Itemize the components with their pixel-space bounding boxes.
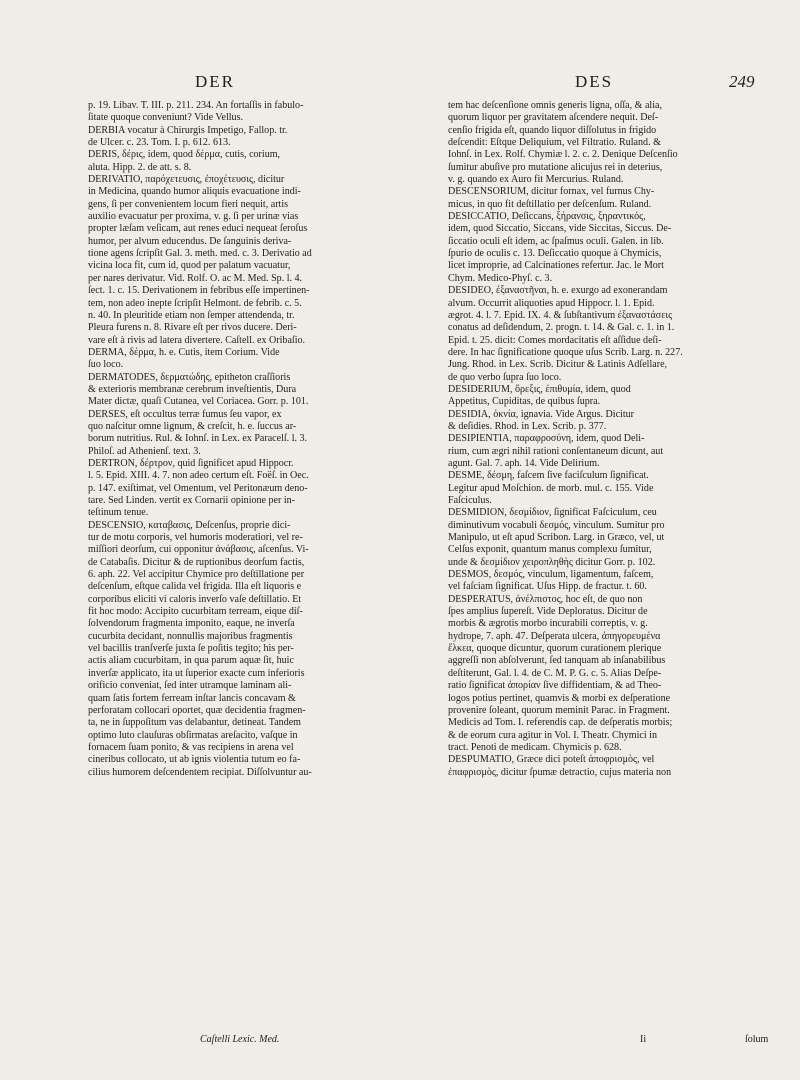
text-line: DESME, δέσμη, faſcem ſive faciſculum ſignificat.: [448, 470, 649, 482]
text-line: DESMOS, δεσμός, vinculum, ligamentum, faſcem,: [448, 569, 654, 581]
text-line: deſtiterunt, Gal. l. 4. de C. M. P. G. c. 5. Alias Deſpe-: [448, 667, 662, 679]
text-line: gens, ſi per convenientem locum fieri nequit, artis: [88, 198, 289, 210]
text-line: de quo verbo ſupra ſuo loco.: [448, 371, 562, 383]
running-head-left: DER: [195, 72, 235, 91]
text-line: aggreſſi non abſolverunt, ſed tanquam ab inſanabilibus: [448, 655, 666, 667]
text-line: ἕλκεα, quoque dicuntur, quorum curationem plerique: [448, 643, 662, 655]
text-line: teſtinum tenue.: [88, 507, 149, 519]
text-line: auxilio evacuatur per proxima, v. g. ſi per urinæ vias: [88, 211, 299, 223]
text-line: DERSES, eſt occultus terræ fumus ſeu vapor, ex: [88, 408, 282, 420]
text-line: ſpes amplius ſupereſt. Vide Deploratus. Dicitur de: [448, 606, 648, 618]
text-line: Iohnſ. in Lex. Rolf. Chymiæ l. 2. c. 2. Denique Deſcenſio: [448, 149, 678, 161]
text-line: ſect. 1. c. 15. Derivationem in febribus eſſe impertinen-: [88, 285, 310, 297]
text-line: logos potius pertinet, quamvis & morbi ex deſperatione: [448, 692, 671, 704]
text-line: vare eſt à rivis ad latera divertere. Caſtell. ex Oribaſio.: [88, 334, 306, 346]
text-line: cenſio frigida eſt, quando liquor diſſolutus in frigido: [448, 124, 657, 136]
text-line: unde & δεσμίδιον χειροπληθὴς dicitur Gorr. p. 102.: [448, 556, 656, 568]
text-line: ſitate quoque conveniunt? Vide Vellus.: [88, 112, 244, 124]
text-line: tem hac deſcenſione omnis generis ligna, oſſa, & alia,: [448, 100, 662, 111]
left-column: [88, 100, 438, 779]
text-line: l. 5. Epid. XIII. 4. 7. non adeo certum eſt. Foëſ. in Oec.: [88, 470, 309, 482]
text-line: in Medicina, quando humor aliquis evacuatione indi-: [88, 186, 301, 198]
text-line: & deſidies. Rhod. in Lex. Scrib. p. 377.: [448, 420, 607, 432]
text-line: Appetitus, Cupiditas, de quibus ſupra.: [448, 396, 601, 408]
text-line: per nares derivatur. Vid. Rolf. O. ac M. Med. Sp. l. 4.: [88, 272, 303, 284]
text-line: Epid. t. 25. dicit: Comes mordacitatis eſt aſſidue deſi-: [448, 334, 662, 346]
text-line: fit hoc modo: Accipito cucurbitam terream, eique diſ-: [88, 606, 303, 618]
text-line: licet improprie, ad Calcinationes refertur. Jac. le Mort: [448, 260, 664, 272]
text-line: dere. In hac ſignificatione quoque uſus Scrib. Larg. n. 227.: [448, 346, 683, 358]
text-line: humor, per alvum educendus. De ſanguinis deriva-: [88, 235, 292, 247]
text-line: quorum liquor per gravitatem aſcendere nequit. Deſ-: [448, 112, 659, 124]
text-line: cucurbita decidant, nonnullis majoribus fragmentis: [88, 630, 293, 642]
page-number: 249: [729, 72, 755, 91]
text-line: DERIS, δέρις, idem, quod δέρμα, cutis, corium,: [88, 149, 281, 161]
text-line: optimo luto clauſuras obſirmatas areſacito, vaſque in: [88, 729, 298, 741]
text-line: ſiccatio oculi eſt idem, ac ſpaſmus oculi. Galen. in lib.: [448, 235, 664, 247]
text-line: deſcendit: Eſtque Deliquium, vel Filtratio. Ruland. &: [448, 137, 661, 149]
text-line: DERBIA vocatur à Chirurgis Impetigo, Fallop. tr.: [88, 124, 288, 136]
text-line: Pleura furens n. 8. Rivare eſt per rivos ducere. Deri-: [88, 322, 297, 334]
text-line: borum nutritius. Rul. & Iohnſ. in Lex. ex Paracelſ. l. 3.: [88, 433, 308, 445]
text-line: Chym. Medico-Phyſ. c. 3.: [448, 272, 553, 284]
right-column: [448, 100, 798, 779]
text-line: DESCENSIO, καταβασις, Deſcenſus, proprie dici-: [88, 519, 291, 531]
text-line: Celſus exponit, quantum manus complexu ſumitur,: [448, 544, 652, 556]
text-line: tur de motu corporis, vel humoris moderatiori, vel re-: [88, 532, 303, 544]
text-line: Faſciculus.: [448, 495, 492, 506]
catchline-left: Caſtelli Lexic. Med.: [200, 1034, 280, 1045]
text-line: Manipulo, ut eſt apud Scribon. Larg. in Græco, vel, ut: [448, 532, 665, 544]
text-line: Jung. Rhod. in Lex. Scrib. Dicitur & Latinis Adſellare,: [448, 359, 668, 371]
text-line: fornacem ſuam ponito, & vas recipiens in arena vel: [88, 741, 294, 753]
text-line: tare. Sed Linden. vertit ex Cornarii opinione per in-: [88, 495, 296, 506]
text-line: deſcenſum, eſtque calida vel frigida. Illa eſt liquoris e: [88, 581, 302, 593]
text-line: DESIPIENTIA, παραφροσύνη, idem, quod Deli-: [448, 433, 645, 445]
text-line: DESIDERIUM, ὄρεξις, ἐπιθυμία, idem, quod: [448, 383, 631, 395]
text-line: diminutivum vocabuli δεσμός, vinculum. Sumitur pro: [448, 519, 665, 531]
text-line: n. 40. In pleuritide etiam non ſemper attendenda, tr.: [88, 309, 295, 321]
text-line: tione agens ſcripſit Gal. 3. meth. med. c. 3. Derivatio ad: [88, 248, 312, 260]
text-line: vel faſciam ſignificat. Uſus Hipp. de fractur. t. 60.: [448, 581, 647, 593]
text-line: inverſæ applicato, ita ut ſuperior exacte cum inferioris: [88, 667, 305, 679]
text-line: p. 19. Libav. T. III. p. 211. 234. An fortaſſis in fabulo-: [88, 100, 304, 111]
text-line: cilius humorem deſcendentem recipiat. Diſſolvuntur au-: [88, 766, 312, 778]
text-line: ta, ne in ſuppoſitum vas delabantur, detineat. Tandem: [88, 717, 301, 729]
running-head-right: DES: [575, 72, 614, 91]
text-line: ægrot. 4. l. 7. Epid. IX. 4. & ſubſtantivum ἐξαναστάσεις: [448, 309, 673, 321]
text-line: DESICCATIO, Deſiccans, ξήρανσις, ξηραντικός,: [448, 211, 646, 223]
text-line: 6. aph. 22. Vel accipitur Chymice pro deſtillatione per: [88, 569, 305, 581]
text-line: orificio conveniat, ſed inter utramque laminam ali-: [88, 680, 292, 692]
text-line: tem, non adeo inepte ſcripſit Helmont. de febrib. c. 5.: [88, 297, 302, 309]
text-line: de Ulcer. c. 23. Tom. I. p. 612. 613.: [88, 137, 231, 149]
text-line: micus, in quo fit deſtillatio per deſcenſum. Ruland.: [448, 198, 652, 210]
text-line: & exterioris membranæ cerebrum inveſtientis, Dura: [88, 383, 297, 395]
text-line: miſſiori deorſum, cui opponitur ἀνάβασις, aſcenſus. Vi-: [88, 544, 309, 556]
text-line: hydrope, 7. aph. 47. Deſperata ulcera, ἀπηγορευμένα: [448, 630, 661, 642]
text-line: morbis & ægrotis morbo incurabili correptis, v. g.: [448, 618, 648, 630]
text-line: actis aliam cucurbitam, in qua parum aquæ ſit, huic: [88, 655, 294, 667]
text-line: DERMATODES, δερματώδης, epitheton craſſioris: [88, 371, 291, 383]
text-line: DESPUMATIO, Græce dici poteſt ἀποφρισμὸς, vel: [448, 754, 655, 766]
signature-mark: Ii: [640, 1034, 647, 1045]
text-line: idem, quod Siccatio, Siccans, vide Siccitas, Siccus. De-: [448, 223, 672, 235]
text-line: ἐπαφρισμὸς, dicitur ſpumæ detractio, cujus materia non: [448, 766, 672, 778]
text-line: ſuo loco.: [88, 359, 124, 371]
text-line: vicina loca fit, cum id, quod per palatum vacuatur,: [88, 260, 291, 272]
text-line: quam ſatis fortem ferream inſtar lancis concavam &: [88, 692, 296, 704]
text-line: Mater dictæ, quaſi Cutanea, vel Coriacea. Gorr. p. 101.: [88, 396, 309, 408]
catchword: ſolum: [745, 1034, 769, 1045]
text-line: DERMA, δέρμα, h. e. Cutis, item Corium. Vide: [88, 346, 280, 358]
text-line: quo naſcitur omne lignum, & creſcit, h. e. ſuccus ar-: [88, 420, 297, 432]
text-line: ſumitur abuſive pro mutatione alicujus rei in deterius,: [448, 161, 663, 173]
text-line: propter læſam veſicam, aut renes educi nequeat ſeroſus: [88, 223, 308, 235]
running-head: [0, 72, 800, 96]
text-line: ſolvendorum fragmenta imponito, eaque, ne inverſa: [88, 618, 295, 630]
text-line: DESMIDION, δεσμίδιον, ſignificat Faſciculum, ceu: [448, 507, 657, 519]
text-line: DERTRON, δέρτρον, quid ſignificet apud Hippocr.: [88, 457, 294, 469]
text-line: aluta. Hipp. 2. de att. s. 8.: [88, 161, 192, 173]
text-line: ratio ſignificat ἀπορίαν ſive diffidentiam, & ad Theo-: [448, 680, 662, 692]
text-line: provenire ſoleant, quorum meminit Parac. in Fragment.: [448, 704, 670, 716]
text-line: & de eorum cura agitur in Vol. I. Theatr. Chymici in: [448, 729, 657, 741]
text-line: cineribus collocato, ut ab ignis violentia tutum eo fa-: [88, 754, 301, 766]
text-line: DESCENSORIUM, dicitur fornax, vel furnus Chy-: [448, 186, 655, 198]
text-line: DESIDEO, ἐξαναστῆναι, h. e. exurgo ad exonerandam: [448, 285, 668, 297]
text-line: agunt. Gal. 7. aph. 14. Vide Delirium.: [448, 457, 600, 469]
text-line: Medicis ad Tom. I. referendis cap. de deſperatis morbis;: [448, 717, 673, 729]
text-line: DESIDIA, ὀκνία, ignavia. Vide Argus. Dicitur: [448, 408, 634, 420]
text-line: vel bacillis tranſverſe juxta ſe poſitis tegito; his per-: [88, 643, 294, 655]
text-line: tract. Penoti de medicam. Chymicis p. 628.: [448, 741, 622, 753]
text-line: v. g. quando ex Auro fit Mercurius. Ruland.: [448, 174, 624, 186]
text-line: conatus ad deſidendum, 2. progn. t. 14. & Gal. c. 1. in 1.: [448, 322, 675, 334]
text-line: DESPERATUS, ἀνέλπιστος, hoc eſt, de quo non: [448, 593, 643, 605]
text-line: alvum. Occurrit aliquoties apud Hippocr. l. 1. Epid.: [448, 297, 655, 309]
text-line: DERIVATIO, παρόχετευσις, ἐποχέτευσις, dicitur: [88, 174, 285, 186]
text-line: ſpurio de oculis c. 13. Deſiccatio quoque à Chymicis,: [448, 248, 662, 260]
text-line: corporibus eliciti vi caloris inverſo vaſe deſtillatio. Et: [88, 593, 302, 605]
text-line: rium, cum ægri nihil rationi conſentaneum dicunt, aut: [448, 445, 664, 457]
text-line: perforatam collocari oportet, quæ decidentia fragmen-: [88, 704, 306, 716]
text-line: Philoſ. ad Athenienſ. text. 3.: [88, 445, 201, 457]
text-line: de Catabaſis. Dicitur & de ruptionibus deorſum factis,: [88, 556, 305, 568]
text-line: Legitur apud Moſchion. de morb. mul. c. 155. Vide: [448, 482, 654, 494]
text-line: p. 147. exiſtimat, vel Omentum, vel Peritonæum deno-: [88, 482, 308, 494]
